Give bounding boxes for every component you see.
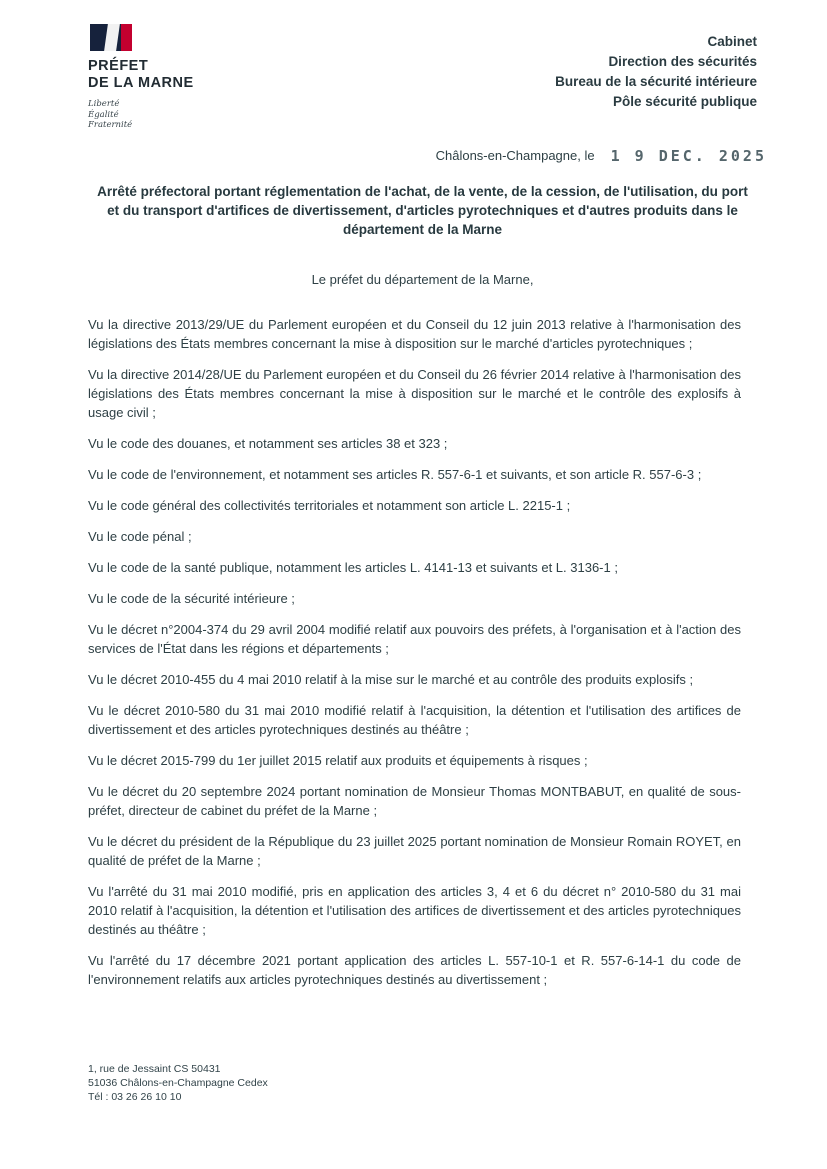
date-line [88, 147, 767, 165]
paragraph-vu-code-collectivites: Vu le code général des collectivités territoriales et notamment son article L. 2215-1 ; [88, 497, 571, 513]
motto-egalite: Égalité [88, 109, 119, 120]
prefecture-logo [88, 24, 194, 131]
logo-prefet-text: PRÉFET [88, 58, 149, 74]
paragraph-vu-decret-2024-nomination: Vu le décret du 20 septembre 2024 portant nomination de Monsieur Thomas MONTBABUT, en qualité de sous-préfet, directeur de cabinet du préfet de la Marne ; [88, 783, 741, 818]
paragraph-vu-directive-2014: Vu la directive 2014/28/UE du Parlement européen et du Conseil du 26 février 2014 relative à l'harmonisation des législations des États membres concernant la mise à disposition sur le marché et le contrôle des explosifs à usage civil ; [88, 366, 741, 420]
date-stamp: 1 9 DEC. 2025 [610, 146, 767, 165]
service-line-cabinet: Cabinet [707, 34, 757, 49]
paragraph-vu-decret-2004: Vu le décret n°2004-374 du 29 avril 2004 modifié relatif aux pouvoirs des préfets, à l'organisation et à l'action des services de l'État dans les régions et départements ; [88, 621, 741, 656]
document-title: Arrêté préfectoral portant réglementation de l'achat, de la vente, de la cession, de l'utilisation, du port et du transport d'artifices de divertissement, d'articles pyrotechniques et d'autres produits dans le département de la Marne [97, 183, 748, 237]
paragraph-vu-code-securite: Vu le code de la sécurité intérieure ; [88, 590, 295, 606]
paragraph-vu-decret-2010-580: Vu le décret 2010-580 du 31 mai 2010 modifié relatif à l'acquisition, la détention et l'utilisation des artifices de divertissement et des articles pyrotechniques destinés au théâtre ; [88, 702, 741, 737]
salutation: Le préfet du département de la Marne, [311, 271, 534, 287]
place-date-label: Châlons-en-Champagne, le [435, 148, 595, 163]
paragraph-vu-code-douanes: Vu le code des douanes, et notamment ses articles 38 et 323 ; [88, 435, 448, 451]
paragraph-vu-code-environnement: Vu le code de l'environnement, et notamment ses articles R. 557-6-1 et suivants, et son article R. 557-6-3 ; [88, 466, 702, 482]
french-flag-icon [90, 24, 132, 51]
service-line-bureau: Bureau de la sécurité intérieure [555, 74, 757, 89]
paragraph-vu-directive-2013: Vu la directive 2013/29/UE du Parlement européen et du Conseil du 12 juin 2013 relative à l'harmonisation des législations des États membres concernant la mise à disposition sur le marché d'articles pyrotechniques ; [88, 316, 741, 351]
service-header [555, 24, 757, 112]
service-line-direction: Direction des sécurités [608, 54, 757, 69]
footer-street: 1, rue de Jessaint CS 50431 [88, 1063, 221, 1075]
page-header [88, 24, 757, 131]
document-body [88, 315, 741, 989]
paragraph-vu-decret-2025-nomination: Vu le décret du président de la République du 23 juillet 2025 portant nomination de Monsieur Romain ROYET, en qualité de préfet de la Marne ; [88, 833, 741, 868]
republic-motto [88, 99, 194, 131]
footer-city: 51036 Châlons-en-Champagne Cedex [88, 1077, 268, 1089]
paragraph-vu-code-sante: Vu le code de la santé publique, notamment les articles L. 4141-13 et suivants et L. 3136-1 ; [88, 559, 618, 575]
paragraph-vu-arrete-2010: Vu l'arrêté du 31 mai 2010 modifié, pris en application des articles 3, 4 et 6 du décret n° 2010-580 du 31 mai 2010 relatif à l'acquisition, la détention et l'utilisation des artifices de divertissement et des articles pyrotechniques destinés au théâtre ; [88, 883, 741, 937]
logo-department-text: DE LA MARNE [88, 75, 194, 91]
footer-address [88, 1062, 268, 1104]
motto-liberte: Liberté [88, 99, 120, 109]
paragraph-vu-decret-2015: Vu le décret 2015-799 du 1er juillet 2015 relatif aux produits et équipements à risques ; [88, 752, 588, 768]
service-line-pole: Pôle sécurité publique [612, 94, 757, 109]
paragraph-vu-decret-2010-455: Vu le décret 2010-455 du 4 mai 2010 relatif à la mise sur le marché et au contrôle des produits explosifs ; [88, 671, 694, 687]
paragraph-vu-code-penal: Vu le code pénal ; [88, 528, 192, 544]
footer-phone: Tél : 03 26 26 10 10 [88, 1091, 182, 1103]
paragraph-vu-arrete-2021: Vu l'arrêté du 17 décembre 2021 portant application des articles L. 557-10-1 et R. 557-6-14-1 du code de l'environnement relatifs aux articles pyrotechniques destinés au divertissement ; [88, 952, 741, 987]
motto-fraternite: Fraternité [88, 120, 133, 130]
